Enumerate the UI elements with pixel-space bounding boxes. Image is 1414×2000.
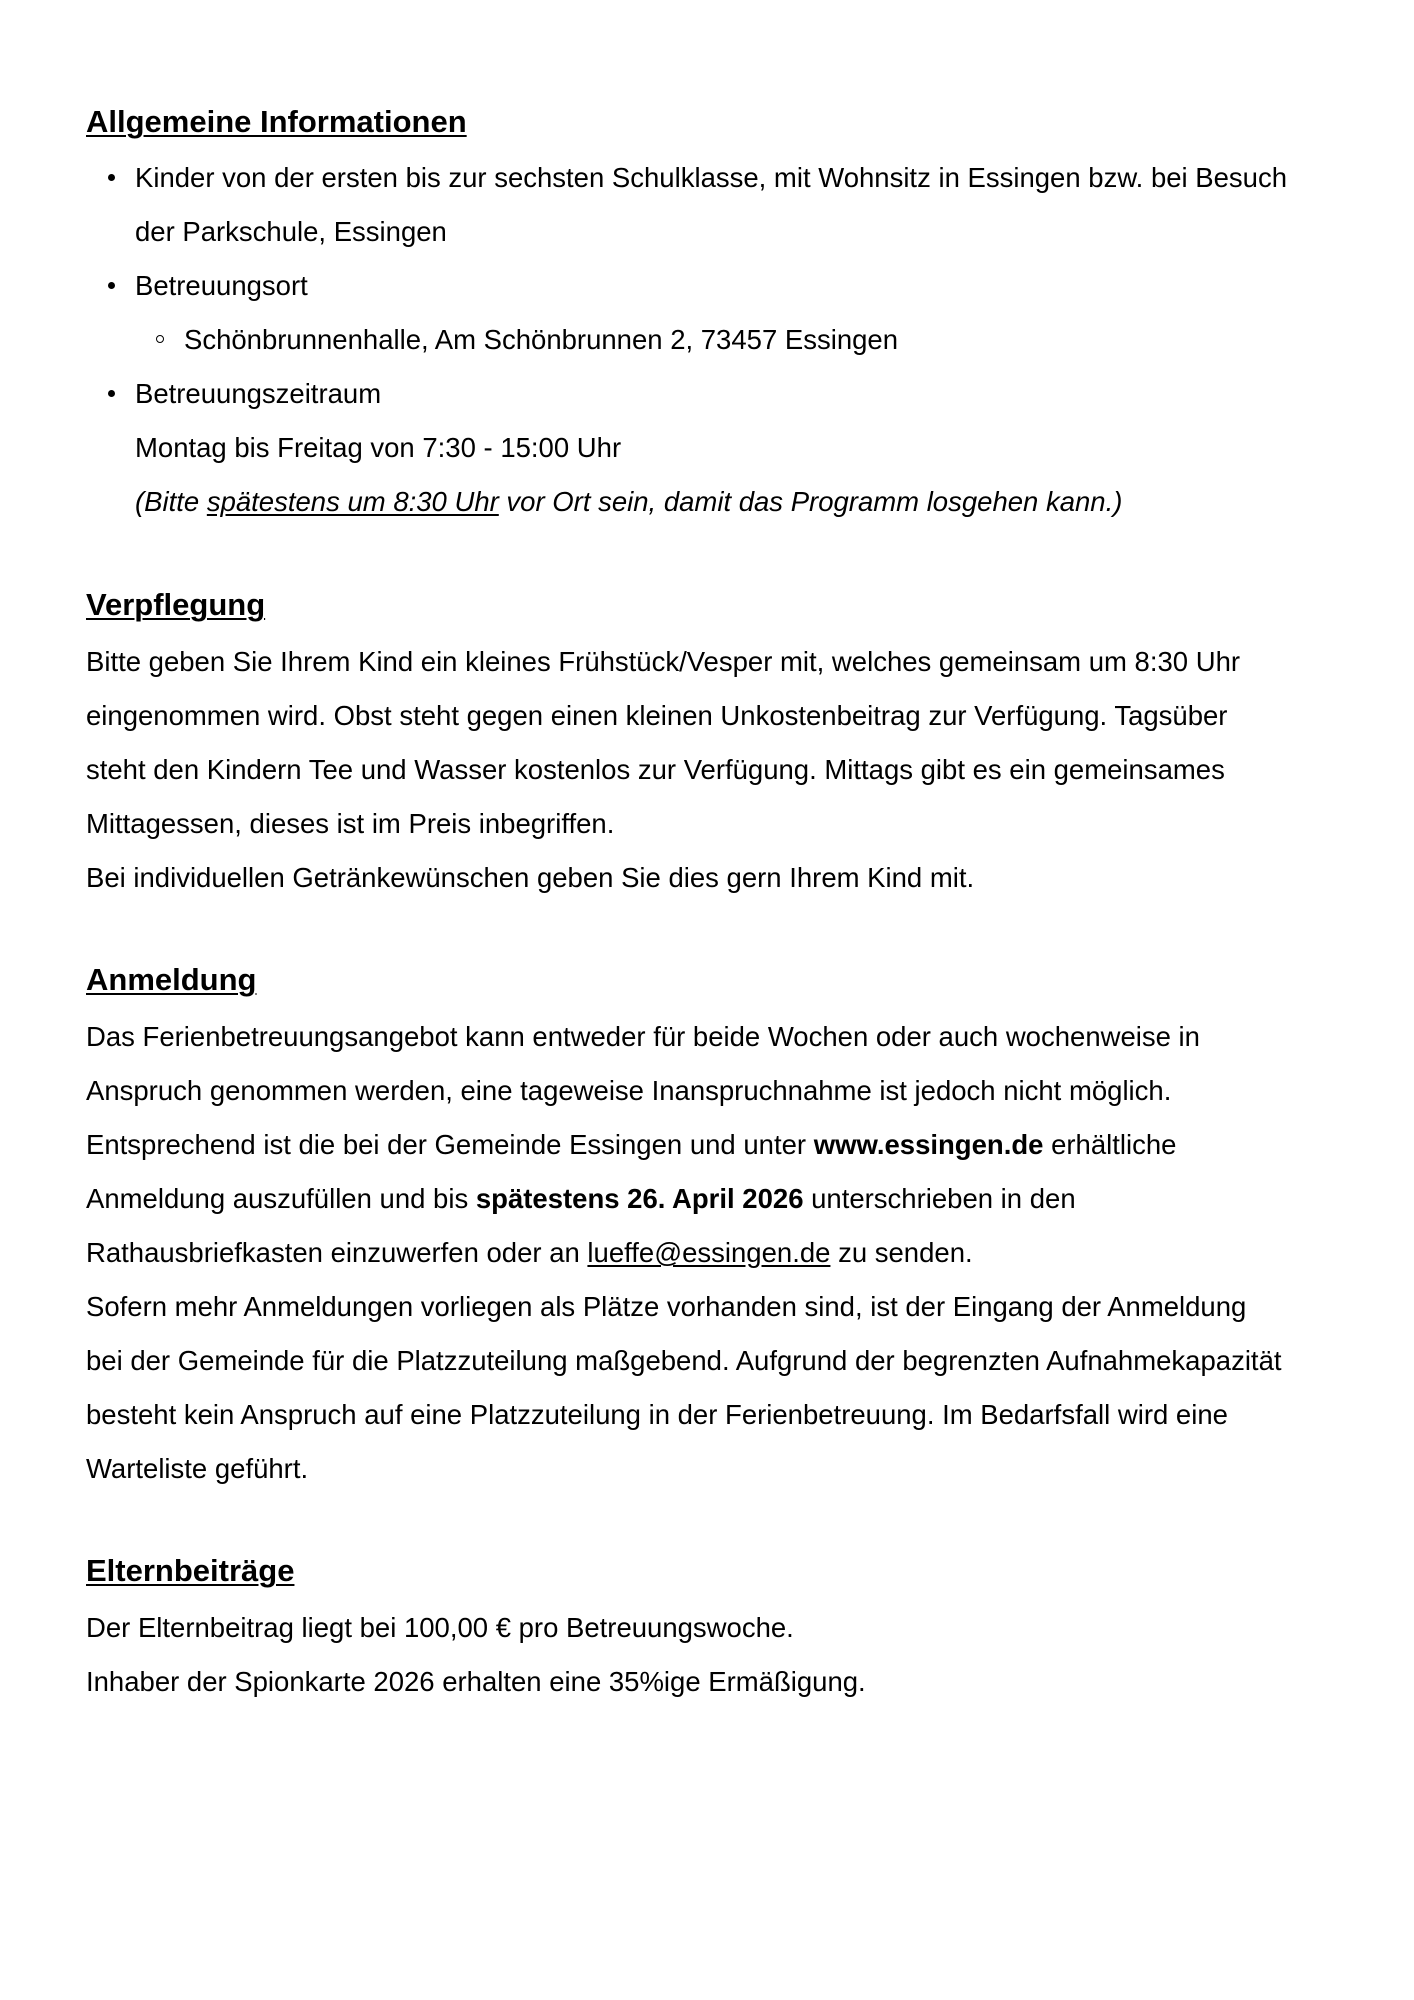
elternbeitrag-line-1: Der Elternbeitrag liegt bei 100,00 € pro Betreuungswoche. [86, 1612, 794, 1643]
email-link[interactable]: lueffe@essingen.de [587, 1237, 831, 1268]
anmeldung-line-5-post: zu senden. [830, 1237, 973, 1268]
list-item-kinder-line-2: der Parkschule, Essingen [135, 216, 447, 247]
heading-anmeldung: Anmeldung [86, 962, 257, 997]
list-item-kinder-line-1: Kinder von der ersten bis zur sechsten Schulklasse, mit Wohnsitz in Essingen bzw. bei Besuch [135, 162, 1288, 193]
anmeldung-line-4-pre: Anmeldung auszufüllen und bis [86, 1183, 476, 1214]
verpflegung-line-1: Bitte geben Sie Ihrem Kind ein kleines Frühstück/Vesper mit, welches gemeinsam um 8:30 Uhr [86, 646, 1241, 677]
anmeldung-line-6: Sofern mehr Anmeldungen vorliegen als Plätze vorhanden sind, ist der Eingang der Anmeldung [86, 1291, 1247, 1322]
anmeldung-line-5 [86, 1236, 973, 1270]
verpflegung-line-3: steht den Kindern Tee und Wasser kostenlos zur Verfügung. Mittags gibt es ein gemeinsames [86, 754, 1225, 785]
verpflegung-line-4: Mittagessen, dieses ist im Preis inbegriffen. [86, 808, 615, 839]
arrival-note-deadline: spätestens um 8:30 Uhr [206, 486, 499, 517]
website-link[interactable]: www.essingen.de [813, 1129, 1044, 1160]
sub-bullet-icon [156, 335, 164, 343]
anmeldung-line-3 [86, 1128, 1176, 1162]
anmeldung-line-2: Anspruch genommen werden, eine tageweise Inanspruchnahme ist jedoch nicht möglich. [86, 1075, 1172, 1106]
elternbeitrag-line-2: Inhaber der Spionkarte 2026 erhalten eine 35%ige Ermäßigung. [86, 1666, 866, 1697]
heading-elternbeitraege: Elternbeiträge [86, 1553, 295, 1588]
arrival-note-pre: (Bitte [135, 486, 207, 517]
anmeldung-line-1: Das Ferienbetreuungsangebot kann entweder für beide Wochen oder auch wochenweise in [86, 1021, 1200, 1052]
verpflegung-line-5: Bei individuellen Getränkewünschen geben Sie dies gern Ihrem Kind mit. [86, 862, 975, 893]
anmeldung-line-4-post: unterschrieben in den [803, 1183, 1076, 1214]
verpflegung-line-2: eingenommen wird. Obst steht gegen einen kleinen Unkostenbeitrag zur Verfügung. Tagsüber [86, 700, 1228, 731]
bullet-icon [108, 174, 115, 181]
list-item-betreuungszeitraum: Betreuungszeitraum [135, 378, 382, 409]
arrival-note [135, 485, 1122, 519]
betreuungszeit-text: Montag bis Freitag von 7:30 - 15:00 Uhr [135, 432, 622, 463]
heading-verpflegung: Verpflegung [86, 587, 266, 622]
arrival-note-post: vor Ort sein, damit das Programm losgehen kann.) [498, 486, 1123, 517]
anmeldung-line-3-post: erhältliche [1043, 1129, 1177, 1160]
anmeldung-line-5-pre: Rathausbriefkasten einzuwerfen oder an [86, 1237, 588, 1268]
bullet-icon [108, 390, 115, 397]
registration-deadline: spätestens 26. April 2026 [475, 1183, 804, 1214]
anmeldung-line-4 [86, 1182, 1076, 1216]
list-item-address: Schönbrunnenhalle, Am Schönbrunnen 2, 73457 Essingen [184, 324, 899, 355]
bullet-icon [108, 282, 115, 289]
list-item-betreuungsort: Betreuungsort [135, 270, 308, 301]
anmeldung-line-9: Warteliste geführt. [86, 1453, 309, 1484]
anmeldung-line-7: bei der Gemeinde für die Platzzuteilung maßgebend. Aufgrund der begrenzten Aufnahmekapazität [86, 1345, 1282, 1376]
anmeldung-line-3-pre: Entsprechend ist die bei der Gemeinde Essingen und unter [86, 1129, 814, 1160]
heading-allgemeine-informationen: Allgemeine Informationen [86, 104, 467, 139]
anmeldung-line-8: besteht kein Anspruch auf eine Platzzuteilung in der Ferienbetreuung. Im Bedarfsfall wird eine [86, 1399, 1228, 1430]
